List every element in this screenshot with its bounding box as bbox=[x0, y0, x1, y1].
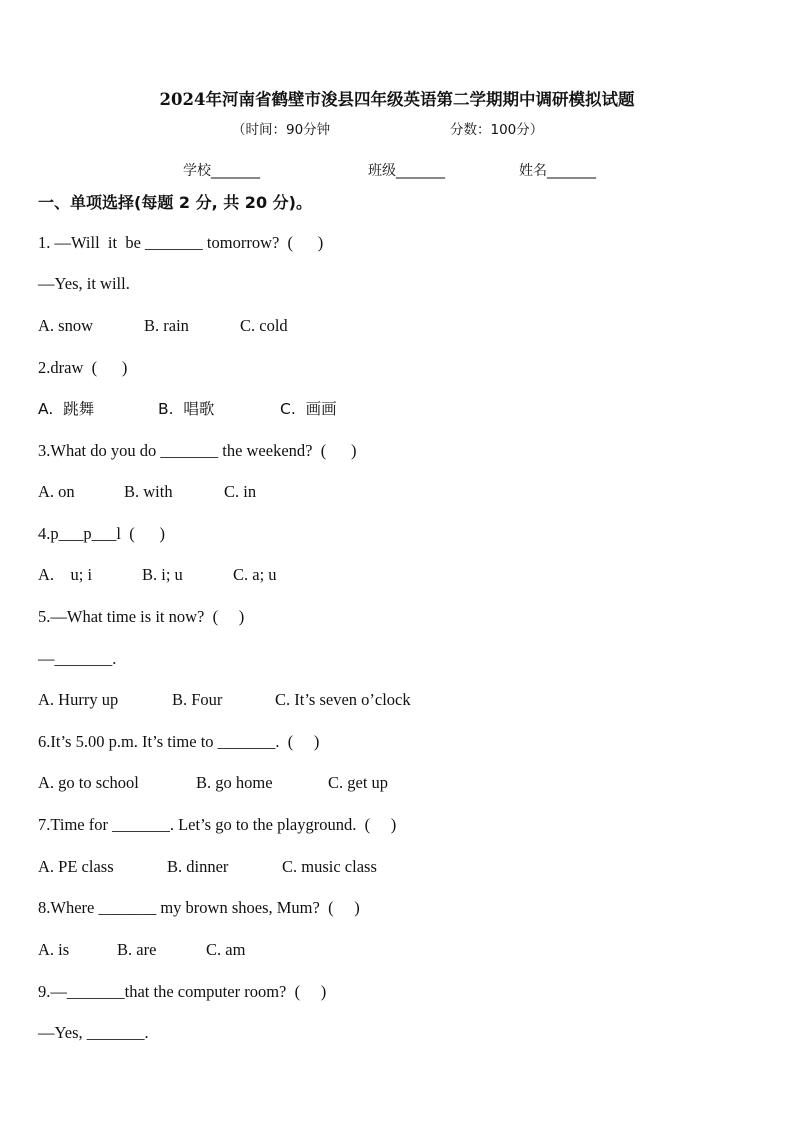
option-b: B. 唱歌 bbox=[158, 400, 215, 418]
class-field: 班级_______ bbox=[368, 163, 445, 179]
question-1-stem: 1. —Will it be _______ tomorrow? ( ) bbox=[38, 233, 324, 252]
question-1-answer-line: —Yes, it will. bbox=[38, 274, 130, 293]
option-c: C. music class bbox=[282, 857, 377, 876]
option-a: A. go to school bbox=[38, 773, 139, 792]
option-c: C. 画画 bbox=[280, 400, 337, 418]
question-3-stem: 3.What do you do _______ the weekend? ( ) bbox=[38, 441, 357, 460]
option-c: C. a; u bbox=[233, 565, 277, 584]
question-9-stem: 9.—_______that the computer room? ( ) bbox=[38, 982, 327, 1001]
option-a: A. on bbox=[38, 482, 75, 501]
option-a: A. 跳舞 bbox=[38, 400, 95, 418]
option-a: A. is bbox=[38, 940, 70, 959]
option-c: C. in bbox=[224, 482, 257, 501]
exam-score: 分数：100分） bbox=[450, 122, 544, 138]
option-b: B. rain bbox=[144, 316, 189, 335]
option-b: B. dinner bbox=[167, 857, 229, 876]
option-c: C. get up bbox=[328, 773, 389, 792]
question-7-stem: 7.Time for _______. Let’s go to the playground. ( ) bbox=[38, 815, 397, 834]
option-c: C. am bbox=[206, 940, 246, 959]
option-a: A. PE class bbox=[38, 857, 114, 876]
exam-time: （时间：90分钟 bbox=[232, 122, 331, 138]
option-b: B. Four bbox=[172, 690, 223, 709]
question-8-stem: 8.Where _______ my brown shoes, Mum? ( ) bbox=[38, 898, 360, 917]
option-a: A. u; i bbox=[38, 565, 93, 584]
option-b: B. go home bbox=[196, 773, 273, 792]
section-title: 一、单项选择(每题 2 分, 共 20 分)。 bbox=[38, 193, 312, 212]
option-c: C. It’s seven o’clock bbox=[275, 690, 411, 709]
option-a: A. Hurry up bbox=[38, 690, 119, 709]
student-info-row bbox=[0, 160, 794, 182]
page-title: 2024年河南省鹤壁市浚县四年级英语第二学期期中调研模拟试题 bbox=[159, 90, 635, 109]
question-4-stem: 4.p___p___l ( ) bbox=[38, 524, 165, 543]
name-field: 姓名_______ bbox=[519, 163, 596, 179]
option-b: B. with bbox=[124, 482, 173, 501]
question-6-stem: 6.It’s 5.00 p.m. It’s time to _______. ( ) bbox=[38, 732, 320, 751]
question-2-stem: 2.draw ( ) bbox=[38, 358, 128, 377]
question-5-answer-line: —_______. bbox=[38, 649, 117, 668]
question-5-stem: 5.—What time is it now? ( ) bbox=[38, 607, 245, 626]
option-a: A. snow bbox=[38, 316, 94, 335]
school-field: 学校_______ bbox=[183, 163, 260, 179]
question-9-answer-line: —Yes, _______. bbox=[38, 1023, 149, 1042]
option-b: B. are bbox=[117, 940, 157, 959]
option-c: C. cold bbox=[240, 316, 288, 335]
option-b: B. i; u bbox=[142, 565, 183, 584]
